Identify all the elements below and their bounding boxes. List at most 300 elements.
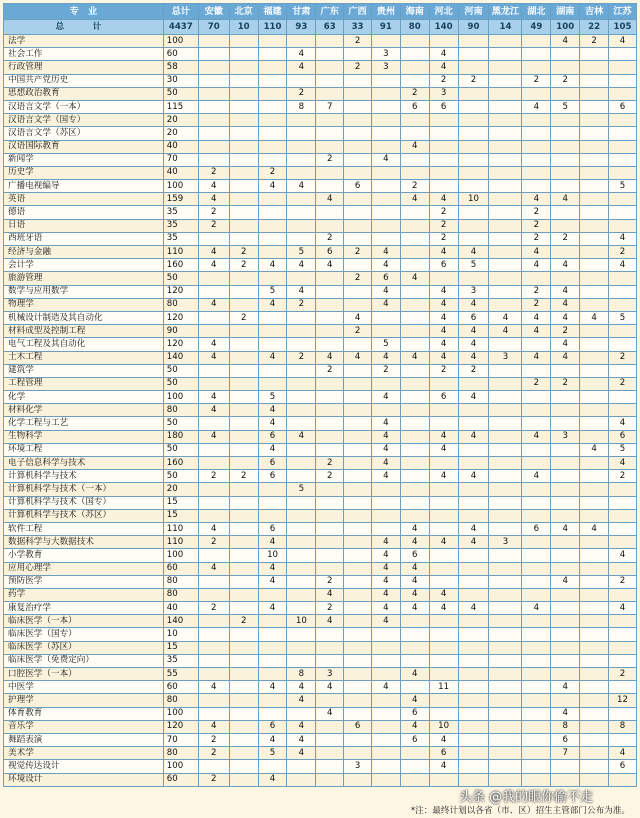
province-quota-cell <box>287 509 316 522</box>
province-quota-cell <box>258 246 287 259</box>
province-quota-cell <box>229 720 258 733</box>
province-quota-cell <box>316 114 344 127</box>
province-quota-cell <box>522 180 551 193</box>
province-quota-cell <box>489 193 522 206</box>
province-quota-cell <box>551 404 580 417</box>
province-quota-cell <box>371 325 400 338</box>
province-quota-cell <box>458 641 489 654</box>
province-quota-cell <box>458 100 489 113</box>
province-quota-cell <box>522 153 551 166</box>
province-quota-cell: 2 <box>522 232 551 245</box>
province-quota-cell: 4 <box>287 285 316 298</box>
table-row <box>4 338 637 351</box>
province-quota-cell <box>580 496 609 509</box>
province-quota-cell: 4 <box>400 575 429 588</box>
province-quota-cell <box>489 668 522 681</box>
province-quota-cell <box>316 773 344 786</box>
province-quota-cell <box>580 562 609 575</box>
province-quota-cell <box>522 127 551 140</box>
province-quota-cell <box>489 773 522 786</box>
province-quota-cell <box>229 654 258 667</box>
province-quota-cell <box>198 641 229 654</box>
province-quota-cell <box>316 496 344 509</box>
province-quota-cell <box>400 285 429 298</box>
province-quota-cell: 4 <box>287 61 316 74</box>
province-quota-cell <box>522 457 551 470</box>
province-quota-cell <box>316 536 344 549</box>
province-quota-cell <box>489 457 522 470</box>
province-quota-cell <box>609 654 637 667</box>
province-quota-cell <box>198 483 229 496</box>
province-quota-cell: 4 <box>316 615 344 628</box>
province-quota-cell <box>522 707 551 720</box>
province-quota-cell: 7 <box>316 100 344 113</box>
province-quota-cell <box>287 325 316 338</box>
province-quota-cell <box>400 470 429 483</box>
province-quota-cell <box>258 694 287 707</box>
province-quota-cell <box>229 298 258 311</box>
province-quota-cell <box>522 773 551 786</box>
total-cell: 140 <box>429 20 458 35</box>
province-quota-cell: 2 <box>522 298 551 311</box>
province-quota-cell <box>489 364 522 377</box>
province-quota-cell: 4 <box>522 246 551 259</box>
province-quota-cell <box>258 219 287 232</box>
province-quota-cell: 2 <box>198 773 229 786</box>
province-quota-cell <box>258 127 287 140</box>
province-quota-cell <box>580 404 609 417</box>
table-row <box>4 351 637 364</box>
province-quota-cell <box>229 575 258 588</box>
province-quota-cell <box>400 206 429 219</box>
province-quota-cell <box>400 114 429 127</box>
province-quota-cell <box>316 404 344 417</box>
province-quota-cell: 6 <box>429 259 458 272</box>
province-quota-cell: 6 <box>258 522 287 535</box>
province-quota-cell <box>489 140 522 153</box>
header-province: 安徽 <box>198 4 229 20</box>
major-total-cell: 50 <box>163 87 198 100</box>
province-quota-cell <box>580 549 609 562</box>
province-quota-cell: 10 <box>258 549 287 562</box>
province-quota-cell <box>489 496 522 509</box>
province-quota-cell: 4 <box>400 140 429 153</box>
province-quota-cell <box>458 219 489 232</box>
province-quota-cell <box>371 219 400 232</box>
province-quota-cell <box>489 470 522 483</box>
province-quota-cell <box>229 140 258 153</box>
province-quota-cell <box>229 588 258 601</box>
province-quota-cell: 4 <box>429 311 458 324</box>
province-quota-cell: 4 <box>287 48 316 61</box>
province-quota-cell <box>316 760 344 773</box>
province-quota-cell <box>198 615 229 628</box>
province-quota-cell: 2 <box>551 325 580 338</box>
province-quota-cell <box>489 272 522 285</box>
major-name-cell: 计算机科学与技术 <box>4 470 164 483</box>
province-quota-cell: 4 <box>429 193 458 206</box>
province-quota-cell <box>344 457 372 470</box>
province-quota-cell <box>609 364 637 377</box>
province-quota-cell <box>229 430 258 443</box>
province-quota-cell <box>287 391 316 404</box>
major-total-cell: 160 <box>163 259 198 272</box>
province-quota-cell <box>580 272 609 285</box>
table-row <box>4 61 637 74</box>
major-total-cell: 55 <box>163 668 198 681</box>
province-quota-cell <box>258 61 287 74</box>
province-quota-cell: 2 <box>316 575 344 588</box>
province-quota-cell: 2 <box>229 311 258 324</box>
province-quota-cell <box>609 628 637 641</box>
province-quota-cell <box>198 100 229 113</box>
province-quota-cell <box>287 114 316 127</box>
province-quota-cell <box>229 628 258 641</box>
province-quota-cell <box>229 681 258 694</box>
province-quota-cell <box>609 193 637 206</box>
province-quota-cell: 4 <box>258 536 287 549</box>
major-total-cell: 40 <box>163 166 198 179</box>
province-quota-cell: 8 <box>609 720 637 733</box>
major-name-cell: 汉语言文学（国专） <box>4 114 164 127</box>
province-quota-cell: 4 <box>551 259 580 272</box>
major-name-cell: 小学教育 <box>4 549 164 562</box>
province-quota-cell <box>287 443 316 456</box>
province-quota-cell <box>458 707 489 720</box>
province-quota-cell <box>229 562 258 575</box>
province-quota-cell: 4 <box>458 470 489 483</box>
province-quota-cell <box>198 457 229 470</box>
province-quota-cell: 4 <box>371 470 400 483</box>
province-quota-cell: 4 <box>371 602 400 615</box>
province-quota-cell <box>580 74 609 87</box>
province-quota-cell <box>198 575 229 588</box>
province-quota-cell: 2 <box>458 364 489 377</box>
province-quota-cell <box>580 417 609 430</box>
province-quota-cell: 2 <box>429 219 458 232</box>
province-quota-cell: 2 <box>609 668 637 681</box>
province-quota-cell <box>229 219 258 232</box>
province-quota-cell: 4 <box>198 259 229 272</box>
province-quota-cell: 8 <box>551 720 580 733</box>
province-quota-cell <box>400 681 429 694</box>
province-quota-cell <box>489 377 522 390</box>
province-quota-cell <box>344 707 372 720</box>
major-total-cell: 50 <box>163 272 198 285</box>
province-quota-cell <box>258 377 287 390</box>
province-quota-cell <box>489 588 522 601</box>
province-quota-cell <box>580 246 609 259</box>
province-quota-cell <box>489 628 522 641</box>
major-total-cell: 80 <box>163 588 198 601</box>
province-quota-cell <box>229 364 258 377</box>
province-quota-cell <box>458 681 489 694</box>
province-quota-cell: 2 <box>287 351 316 364</box>
province-quota-cell: 2 <box>229 615 258 628</box>
province-quota-cell <box>344 259 372 272</box>
province-quota-cell: 4 <box>551 522 580 535</box>
province-quota-cell <box>229 417 258 430</box>
province-quota-cell <box>371 311 400 324</box>
province-quota-cell <box>198 140 229 153</box>
province-quota-cell <box>400 127 429 140</box>
province-quota-cell <box>229 747 258 760</box>
province-quota-cell: 2 <box>287 298 316 311</box>
province-quota-cell <box>258 193 287 206</box>
province-quota-cell: 4 <box>429 61 458 74</box>
province-quota-cell <box>609 61 637 74</box>
province-quota-cell: 4 <box>551 298 580 311</box>
province-quota-cell: 4 <box>458 602 489 615</box>
major-name-cell: 土木工程 <box>4 351 164 364</box>
province-quota-cell <box>551 391 580 404</box>
province-quota-cell: 4 <box>458 351 489 364</box>
province-quota-cell <box>522 575 551 588</box>
province-quota-cell: 4 <box>551 681 580 694</box>
table-row <box>4 522 637 535</box>
province-quota-cell: 2 <box>400 180 429 193</box>
province-quota-cell <box>489 747 522 760</box>
province-quota-cell <box>287 417 316 430</box>
province-quota-cell <box>609 522 637 535</box>
table-row <box>4 509 637 522</box>
province-quota-cell <box>580 509 609 522</box>
province-quota-cell <box>229 351 258 364</box>
province-quota-cell: 5 <box>609 180 637 193</box>
province-quota-cell: 4 <box>609 549 637 562</box>
province-quota-cell <box>344 641 372 654</box>
header-province: 甘肃 <box>287 4 316 20</box>
province-quota-cell <box>371 668 400 681</box>
province-quota-cell: 4 <box>258 443 287 456</box>
province-quota-cell <box>258 140 287 153</box>
major-name-cell: 新闻学 <box>4 153 164 166</box>
province-quota-cell <box>458 588 489 601</box>
table-row <box>4 391 637 404</box>
table-row <box>4 668 637 681</box>
province-quota-cell <box>316 219 344 232</box>
province-quota-cell <box>258 654 287 667</box>
province-quota-cell <box>489 681 522 694</box>
province-quota-cell <box>429 575 458 588</box>
province-quota-cell <box>371 232 400 245</box>
province-quota-cell <box>458 206 489 219</box>
province-quota-cell <box>316 522 344 535</box>
major-name-cell: 计算机科学与技术（苏区） <box>4 509 164 522</box>
province-quota-cell <box>489 298 522 311</box>
table-row <box>4 654 637 667</box>
province-quota-cell <box>522 391 551 404</box>
major-name-cell: 软件工程 <box>4 522 164 535</box>
province-quota-cell: 4 <box>198 246 229 259</box>
major-name-cell: 中医学 <box>4 681 164 694</box>
province-quota-cell <box>229 272 258 285</box>
province-quota-cell: 6 <box>371 272 400 285</box>
province-quota-cell <box>489 166 522 179</box>
province-quota-cell <box>458 35 489 48</box>
province-quota-cell <box>489 654 522 667</box>
province-quota-cell: 2 <box>198 219 229 232</box>
province-quota-cell <box>551 760 580 773</box>
province-quota-cell <box>258 760 287 773</box>
major-total-cell: 80 <box>163 404 198 417</box>
major-total-cell: 160 <box>163 457 198 470</box>
province-quota-cell <box>580 219 609 232</box>
province-quota-cell <box>489 404 522 417</box>
province-quota-cell <box>458 114 489 127</box>
province-quota-cell <box>522 536 551 549</box>
province-quota-cell <box>400 496 429 509</box>
province-quota-cell <box>198 153 229 166</box>
major-total-cell: 100 <box>163 707 198 720</box>
total-label: 总 计 <box>4 20 164 35</box>
province-quota-cell <box>609 153 637 166</box>
province-quota-cell <box>287 166 316 179</box>
province-quota-cell <box>580 681 609 694</box>
province-quota-cell <box>609 509 637 522</box>
major-name-cell: 音乐学 <box>4 720 164 733</box>
province-quota-cell <box>316 562 344 575</box>
province-quota-cell <box>400 166 429 179</box>
province-quota-cell: 6 <box>429 391 458 404</box>
province-quota-cell <box>609 773 637 786</box>
total-cell: 90 <box>458 20 489 35</box>
province-quota-cell: 4 <box>522 430 551 443</box>
province-quota-cell <box>551 483 580 496</box>
province-quota-cell <box>551 549 580 562</box>
province-quota-cell <box>489 615 522 628</box>
province-quota-cell <box>580 707 609 720</box>
province-quota-cell: 4 <box>198 391 229 404</box>
province-quota-cell <box>580 773 609 786</box>
province-quota-cell: 2 <box>429 206 458 219</box>
province-quota-cell <box>551 457 580 470</box>
province-quota-cell <box>580 285 609 298</box>
province-quota-cell <box>580 166 609 179</box>
table-row <box>4 100 637 113</box>
province-quota-cell: 2 <box>229 259 258 272</box>
province-quota-cell <box>489 509 522 522</box>
province-quota-cell <box>522 760 551 773</box>
major-total-cell: 35 <box>163 206 198 219</box>
province-quota-cell: 5 <box>287 246 316 259</box>
province-quota-cell <box>229 87 258 100</box>
province-quota-cell <box>458 549 489 562</box>
province-quota-cell <box>400 74 429 87</box>
province-quota-cell <box>258 338 287 351</box>
province-quota-cell <box>316 430 344 443</box>
major-total-cell: 100 <box>163 180 198 193</box>
total-cell: 70 <box>198 20 229 35</box>
province-quota-cell <box>522 733 551 746</box>
province-quota-cell: 5 <box>258 285 287 298</box>
province-quota-cell: 6 <box>400 549 429 562</box>
province-quota-cell <box>429 562 458 575</box>
province-quota-cell <box>344 773 372 786</box>
province-quota-cell <box>580 325 609 338</box>
province-quota-cell <box>551 61 580 74</box>
province-quota-cell: 4 <box>522 311 551 324</box>
province-quota-cell <box>344 114 372 127</box>
province-quota-cell: 3 <box>371 61 400 74</box>
province-quota-cell <box>580 206 609 219</box>
province-quota-cell: 4 <box>429 470 458 483</box>
total-cell: 10 <box>229 20 258 35</box>
province-quota-cell <box>344 536 372 549</box>
province-quota-cell <box>609 391 637 404</box>
province-quota-cell: 3 <box>344 760 372 773</box>
province-quota-cell: 8 <box>287 668 316 681</box>
header-province: 河南 <box>458 4 489 20</box>
table-row <box>4 602 637 615</box>
province-quota-cell <box>551 166 580 179</box>
major-total-cell: 50 <box>163 364 198 377</box>
province-quota-cell <box>609 140 637 153</box>
province-quota-cell <box>198 87 229 100</box>
major-name-cell: 法学 <box>4 35 164 48</box>
province-quota-cell <box>371 641 400 654</box>
major-name-cell: 建筑学 <box>4 364 164 377</box>
province-quota-cell <box>429 166 458 179</box>
province-quota-cell: 4 <box>371 391 400 404</box>
province-quota-cell: 4 <box>287 720 316 733</box>
province-quota-cell <box>400 773 429 786</box>
major-total-cell: 180 <box>163 430 198 443</box>
province-quota-cell <box>429 140 458 153</box>
province-quota-cell: 2 <box>344 325 372 338</box>
major-total-cell: 120 <box>163 311 198 324</box>
major-total-cell: 80 <box>163 747 198 760</box>
province-quota-cell: 4 <box>429 325 458 338</box>
major-total-cell: 110 <box>163 246 198 259</box>
major-name-cell: 舞蹈表演 <box>4 733 164 746</box>
province-quota-cell <box>580 391 609 404</box>
province-quota-cell <box>551 443 580 456</box>
major-name-cell: 电气工程及其自动化 <box>4 338 164 351</box>
province-quota-cell: 4 <box>371 575 400 588</box>
province-quota-cell <box>580 602 609 615</box>
major-total-cell: 58 <box>163 61 198 74</box>
province-quota-cell <box>489 694 522 707</box>
major-total-cell: 50 <box>163 377 198 390</box>
province-quota-cell: 4 <box>458 338 489 351</box>
province-quota-cell: 2 <box>522 285 551 298</box>
province-quota-cell: 10 <box>429 720 458 733</box>
province-quota-cell: 2 <box>344 35 372 48</box>
major-total-cell: 20 <box>163 483 198 496</box>
province-quota-cell: 2 <box>198 602 229 615</box>
province-quota-cell: 4 <box>400 351 429 364</box>
province-quota-cell <box>551 562 580 575</box>
province-quota-cell <box>198 48 229 61</box>
province-quota-cell <box>400 641 429 654</box>
province-quota-cell <box>229 74 258 87</box>
province-quota-cell: 4 <box>458 391 489 404</box>
major-name-cell: 临床医学（一本） <box>4 615 164 628</box>
province-quota-cell: 4 <box>609 457 637 470</box>
province-quota-cell <box>258 272 287 285</box>
province-quota-cell <box>287 641 316 654</box>
province-quota-cell: 4 <box>371 246 400 259</box>
province-quota-cell <box>458 720 489 733</box>
province-quota-cell: 2 <box>344 61 372 74</box>
header-province: 贵州 <box>371 4 400 20</box>
province-quota-cell <box>344 193 372 206</box>
province-quota-cell <box>287 153 316 166</box>
province-quota-cell: 3 <box>489 351 522 364</box>
province-quota-cell <box>580 457 609 470</box>
province-quota-cell <box>198 588 229 601</box>
